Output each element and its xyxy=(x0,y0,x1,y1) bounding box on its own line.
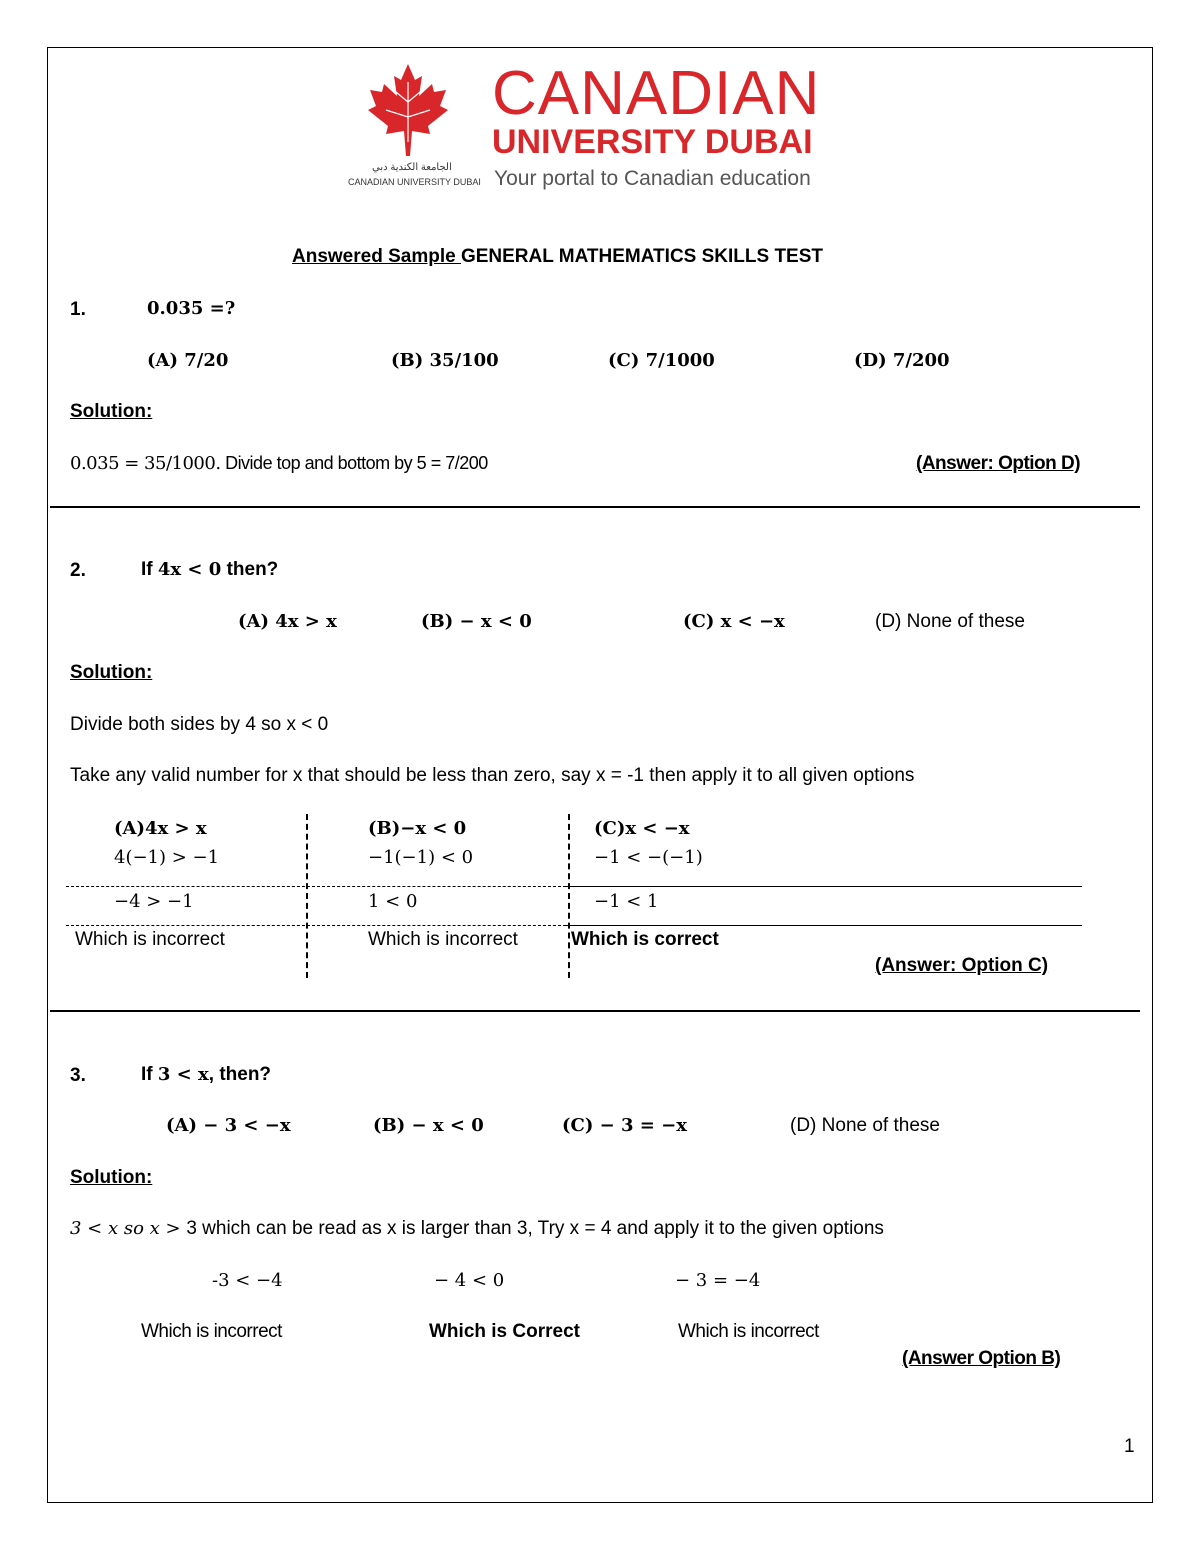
q1-option-b: (B) 35/100 xyxy=(391,350,499,371)
q2-answer: (Answer: Option C) xyxy=(875,955,1049,976)
table-divider-2 xyxy=(568,814,570,978)
q2-option-a: (A) 4x > x xyxy=(238,611,337,632)
col-b-verdict: Which is incorrect xyxy=(368,929,518,950)
q3-verdict-a: Which is incorrect xyxy=(141,1321,282,1342)
maple-leaf-icon xyxy=(366,62,450,158)
q3-solution-line: 3 < x so x > 3 which can be read as x is larger than 3, Try x = 4 and apply it to the given options xyxy=(70,1218,884,1239)
table-dashed-rule-2 xyxy=(66,925,566,926)
divider-2 xyxy=(50,1010,1140,1012)
q3-answer: (Answer Option B) xyxy=(902,1348,1061,1369)
q3-result-c: − 3 = −4 xyxy=(675,1270,761,1291)
col-b-head: (B)−x < 0 xyxy=(368,818,467,839)
q1-option-c: (C) 7/1000 xyxy=(608,350,715,371)
q1-solution-label: Solution: xyxy=(70,401,153,422)
col-b-sub: −1(−1) < 0 xyxy=(368,847,474,868)
col-c-result: −1 < 1 xyxy=(594,891,659,912)
logo-small-text: CANADIAN UNIVERSITY DUBAI xyxy=(348,177,481,187)
logo-tagline: Your portal to Canadian education xyxy=(494,167,811,190)
q2-option-d: (D) None of these xyxy=(875,611,1025,632)
q1-option-d: (D) 7/200 xyxy=(854,350,950,371)
q1-answer: (Answer: Option D) xyxy=(916,453,1081,474)
col-c-head: (C)x < −x xyxy=(594,818,690,839)
q1-solution: 0.035 = 35/1000. Divide top and bottom by 5 = 7/200 xyxy=(70,453,488,474)
q2-option-b: (B) − x < 0 xyxy=(421,611,532,632)
q3-number: 3. xyxy=(70,1065,86,1086)
title-prefix: Answered Sample xyxy=(292,246,461,267)
q3-verdict-b: Which is Correct xyxy=(429,1321,580,1342)
col-a-result: −4 > −1 xyxy=(114,891,194,912)
q3-solution-label: Solution: xyxy=(70,1167,153,1188)
col-a-sub: 4(−1) > −1 xyxy=(114,847,220,868)
q3-option-c: (C) − 3 = −x xyxy=(562,1115,687,1136)
q2-solution-line1: Divide both sides by 4 so x < 0 xyxy=(70,714,329,735)
col-b-result: 1 < 0 xyxy=(368,891,418,912)
table-rule-2 xyxy=(566,925,1082,926)
logo-line2: UNIVERSITY DUBAI xyxy=(492,123,813,161)
divider-1 xyxy=(50,506,1140,508)
col-a-verdict: Which is incorrect xyxy=(75,929,225,950)
q1-number: 1. xyxy=(70,299,86,320)
page-title xyxy=(292,246,823,268)
q2-question: If 4x < 0 then? xyxy=(141,559,279,580)
table-dashed-rule-1 xyxy=(66,886,566,887)
page-number: 1 xyxy=(1124,1436,1135,1457)
table-rule-1 xyxy=(566,886,1082,887)
q3-question: If 3 < x, then? xyxy=(141,1064,272,1085)
col-a-head: (A)4x > x xyxy=(114,818,207,839)
q3-verdict-c: Which is incorrect xyxy=(678,1321,819,1342)
logo-line1: CANADIAN xyxy=(492,59,821,128)
q2-solution-line2: Take any valid number for x that should be less than zero, say x = -1 then apply it to all given options xyxy=(70,765,915,786)
q3-result-b: − 4 < 0 xyxy=(434,1270,505,1291)
col-c-verdict: Which is correct xyxy=(571,929,719,950)
table-divider-1 xyxy=(306,814,308,978)
q2-solution-label: Solution: xyxy=(70,662,153,683)
q3-option-b: (B) − x < 0 xyxy=(373,1115,484,1136)
title-main: GENERAL MATHEMATICS SKILLS TEST xyxy=(460,246,824,267)
q1-question: 0.035 =? xyxy=(147,298,236,319)
q3-option-d: (D) None of these xyxy=(790,1115,940,1136)
q3-result-a: -3 < −4 xyxy=(212,1270,283,1291)
q2-option-c: (C) x < −x xyxy=(683,611,785,632)
q1-option-a: (A) 7/20 xyxy=(147,350,229,371)
logo-arabic-text: الجامعة الكندية دبي xyxy=(372,162,452,173)
q3-option-a: (A) − 3 < −x xyxy=(166,1115,291,1136)
col-c-sub: −1 < −(−1) xyxy=(594,847,703,868)
q2-number: 2. xyxy=(70,560,86,581)
